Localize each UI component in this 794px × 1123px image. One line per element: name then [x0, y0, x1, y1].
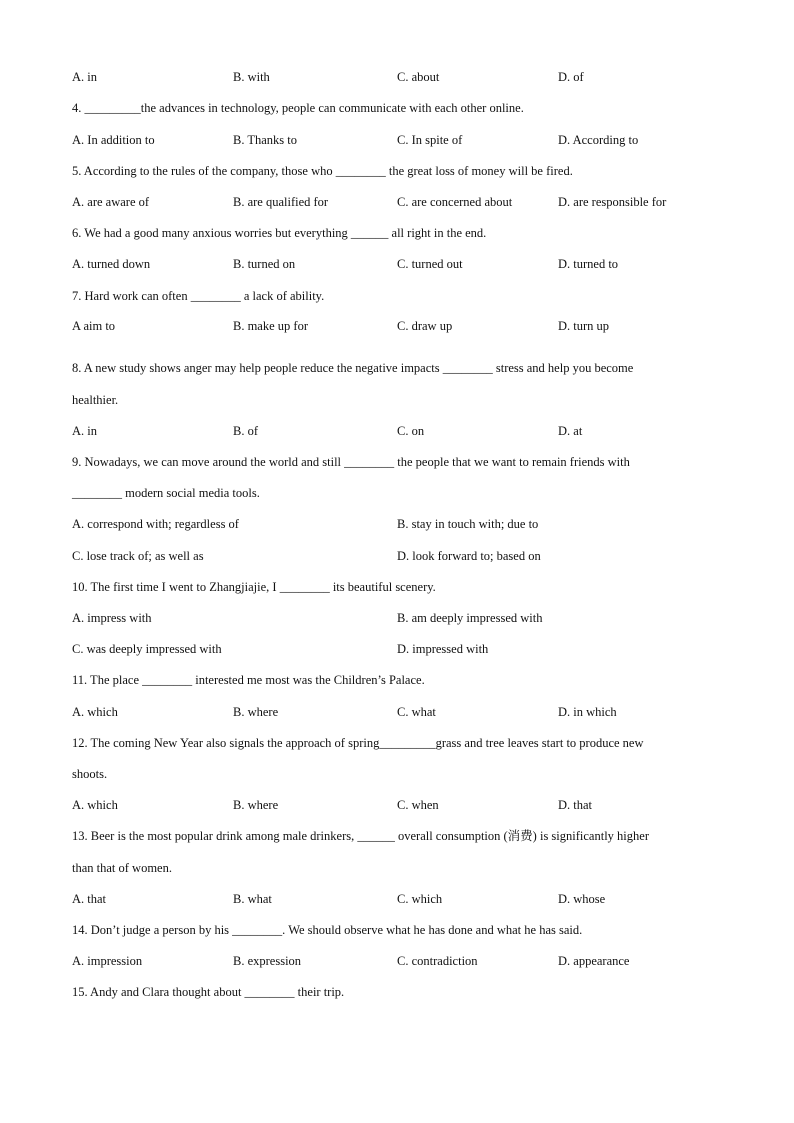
q8-option-b: B. of: [233, 424, 258, 438]
q8-stem-line2: healthier.: [72, 393, 119, 407]
q5-option-d: D. are responsible for: [558, 195, 667, 209]
q7-option-b: B. make up for: [233, 319, 308, 333]
q6-stem: 6. We had a good many anxious worries but everything ______ all right in the end.: [72, 226, 487, 240]
q9-option-a: A. correspond with; regardless of: [72, 517, 239, 531]
q14-option-a: A. impression: [72, 954, 143, 968]
q4-option-c: C. In spite of: [397, 133, 463, 147]
q14-option-d: D. appearance: [558, 954, 630, 968]
q14-option-c: C. contradiction: [397, 954, 478, 968]
q10-stem: 10. The first time I went to Zhangjiajie, I ________ its beautiful scenery.: [72, 580, 436, 594]
q12-stem-line2: shoots.: [72, 767, 108, 781]
q3-option-a: A. in: [72, 70, 97, 84]
q10-option-a: A. impress with: [72, 611, 152, 625]
q13-option-a: A. that: [72, 892, 107, 906]
q8-option-a: A. in: [72, 424, 97, 438]
q13-option-d: D. whose: [558, 892, 606, 906]
q15-stem: 15. Andy and Clara thought about ________ their trip.: [72, 985, 345, 999]
q10-option-b: B. am deeply impressed with: [397, 611, 543, 625]
q4-option-a: A. In addition to: [72, 133, 155, 147]
q7-option-a: A aim to: [72, 319, 116, 333]
q7-stem: 7. Hard work can often ________ a lack of ability.: [72, 289, 325, 303]
q4-option-b: B. Thanks to: [233, 133, 298, 147]
q8-option-d: D. at: [558, 424, 583, 438]
q6-option-a: A. turned down: [72, 257, 151, 271]
q11-option-b: B. where: [233, 705, 279, 719]
q14-stem: 14. Don’t judge a person by his ________. We should observe what he has done and what he has said.: [72, 923, 583, 937]
q12-option-d: D. that: [558, 798, 593, 812]
q7-option-d: D. turn up: [558, 319, 610, 333]
q6-option-b: B. turned on: [233, 257, 296, 271]
q12-option-b: B. where: [233, 798, 279, 812]
q13-stem-line2: than that of women.: [72, 861, 172, 875]
q7-option-c: C. draw up: [397, 319, 453, 333]
q13-option-c: C. which: [397, 892, 443, 906]
q13-stem-line1: 13. Beer is the most popular drink among male drinkers, ______ overall consumption (消费) is significantly higher: [72, 829, 649, 843]
q12-stem-line1: 12. The coming New Year also signals the approach of spring_________grass and tree leaves start to produce new: [72, 736, 644, 750]
q5-option-b: B. are qualified for: [233, 195, 329, 209]
q11-option-d: D. in which: [558, 705, 617, 719]
q6-option-c: C. turned out: [397, 257, 463, 271]
q11-stem: 11. The place ________ interested me most was the Children’s Palace.: [72, 673, 425, 687]
q13-option-b: B. what: [233, 892, 272, 906]
q6-option-d: D. turned to: [558, 257, 619, 271]
q9-option-b: B. stay in touch with; due to: [397, 517, 539, 531]
q5-option-a: A. are aware of: [72, 195, 150, 209]
q5-stem: 5. According to the rules of the company, those who ________ the great loss of money will be fired.: [72, 164, 573, 178]
q4-option-d: D. According to: [558, 133, 639, 147]
q10-option-d: D. impressed with: [397, 642, 489, 656]
q14-option-b: B. expression: [233, 954, 302, 968]
q12-option-a: A. which: [72, 798, 118, 812]
q9-option-c: C. lose track of; as well as: [72, 549, 204, 563]
q3-option-d: D. of: [558, 70, 584, 84]
q3-option-c: C. about: [397, 70, 440, 84]
q11-option-a: A. which: [72, 705, 118, 719]
q9-stem-line2: ________ modern social media tools.: [72, 486, 260, 500]
q10-option-c: C. was deeply impressed with: [72, 642, 222, 656]
q8-option-c: C. on: [397, 424, 425, 438]
q12-option-c: C. when: [397, 798, 439, 812]
q5-option-c: C. are concerned about: [397, 195, 513, 209]
q4-stem: 4. _________the advances in technology, people can communicate with each other online.: [72, 101, 524, 115]
q11-option-c: C. what: [397, 705, 436, 719]
q8-stem-line1: 8. A new study shows anger may help people reduce the negative impacts ________ stress and help you become: [72, 361, 634, 375]
q9-stem-line1: 9. Nowadays, we can move around the world and still ________ the people that we want to remain friends with: [72, 455, 630, 469]
q3-option-b: B. with: [233, 70, 270, 84]
q9-option-d: D. look forward to; based on: [397, 549, 541, 563]
